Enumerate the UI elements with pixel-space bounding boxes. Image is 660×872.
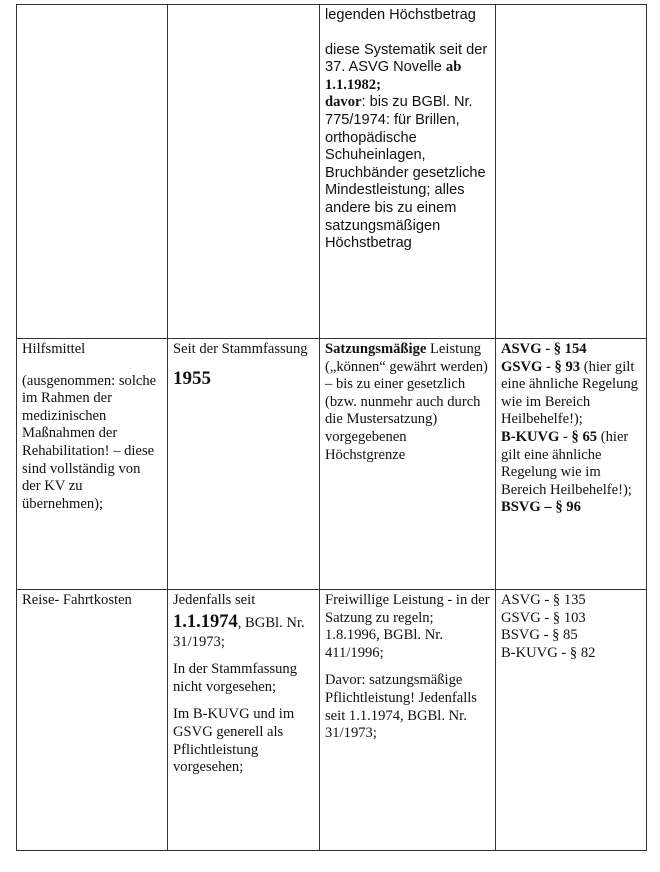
- cell-category: [17, 339, 168, 590]
- cell-text: Freiwillige Leistung - in der Satzung zu regeln; 1.8.1996, BGBl. Nr. 411/1996;: [325, 592, 490, 661]
- cell-since: [168, 339, 320, 590]
- cell-text: [325, 341, 490, 464]
- cell-text: [501, 592, 641, 662]
- text-bold: Satzungsmäßige: [325, 341, 427, 357]
- text-bold: ASVG - § 154: [501, 341, 587, 357]
- cell-year: 1955: [173, 367, 211, 389]
- text-span: (hier gilt eine ähnliche Regelung wie im Bereich Heilbehelfe!);: [501, 428, 632, 498]
- cell-text: [325, 42, 490, 253]
- table-row: [17, 339, 647, 590]
- text-bold: ab 1.1.1982;: [325, 59, 462, 93]
- text-span: (hier gilt eine ähnliche Regelung wie im Bereich Heilbehelfe!);: [501, 358, 638, 428]
- cell-leistung: [320, 339, 496, 590]
- table-row: [17, 5, 647, 339]
- cell-title: Hilfsmittel: [22, 341, 86, 357]
- text-span: BSVG - § 85: [501, 627, 578, 644]
- cell-text: [501, 341, 641, 517]
- cell-empty: [17, 5, 168, 339]
- text-span: diese Systematik seit der 37. ASVG Novelle: [325, 41, 488, 76]
- text-bold: davor: [325, 94, 362, 111]
- cell-systematik: [320, 5, 496, 339]
- cell-text: Im B-KUVG und im GSVG generell als Pflichtleistung vorgesehen;: [173, 706, 295, 776]
- text-span: B-KUVG - § 82: [501, 644, 596, 661]
- cell-empty: [496, 5, 647, 339]
- text-bold: BSVG – § 96: [501, 499, 581, 516]
- cell-note: (ausgenommen: solche im Rahmen der medizinischen Maßnahmen der Rehabilitation! – diese sind vollständig von der KV zu übernehmen);: [22, 372, 157, 512]
- cell-text: legenden Höchstbetrag: [325, 7, 476, 23]
- cell-text: In der Stammfassung nicht vorgesehen;: [173, 661, 298, 695]
- cell-leistung: [320, 590, 496, 851]
- cell-text: Davor: satzungsmäßige Pflichtleistung! Jedenfalls seit 1.1.1974, BGBl. Nr. 31/1973;: [325, 672, 477, 742]
- cell-title: Reise- Fahrtkosten: [22, 592, 132, 608]
- cell-since: [168, 590, 320, 851]
- text-bold: B-KUVG - § 65: [501, 428, 598, 445]
- table-row: [17, 590, 647, 851]
- text-span: Jedenfalls seit: [173, 592, 256, 608]
- text-span: ASVG - § 135: [501, 592, 586, 608]
- text-span: GSVG - § 103: [501, 609, 586, 626]
- text-bold: GSVG - § 93: [501, 358, 581, 375]
- text-span: , BGBl. Nr. 31/1973;: [173, 614, 305, 650]
- cell-text: [173, 592, 314, 651]
- cell-date: 1.1.1974: [173, 611, 238, 632]
- cell-paragraphs: [496, 339, 647, 590]
- text-span: Leistung („können“ gewährt werden) – bis zu einer gesetzlich (bzw. nunmehr auch durch die Mustersatzung) vorgegebenen Höchstgrenze: [325, 341, 488, 463]
- cell-category: [17, 590, 168, 851]
- legal-table: [16, 4, 647, 851]
- cell-paragraphs: [496, 590, 647, 851]
- cell-empty: [168, 5, 320, 339]
- cell-text: Seit der Stammfassung: [173, 341, 308, 357]
- text-span: : bis zu BGBl. Nr. 775/1974: für Brillen, orthopädische Schuheinlagen, Bruchbänder gesetzliche Mindestleistung; alles andere bis zu einem satzungsmäßigen Höchstbetrag: [325, 94, 486, 252]
